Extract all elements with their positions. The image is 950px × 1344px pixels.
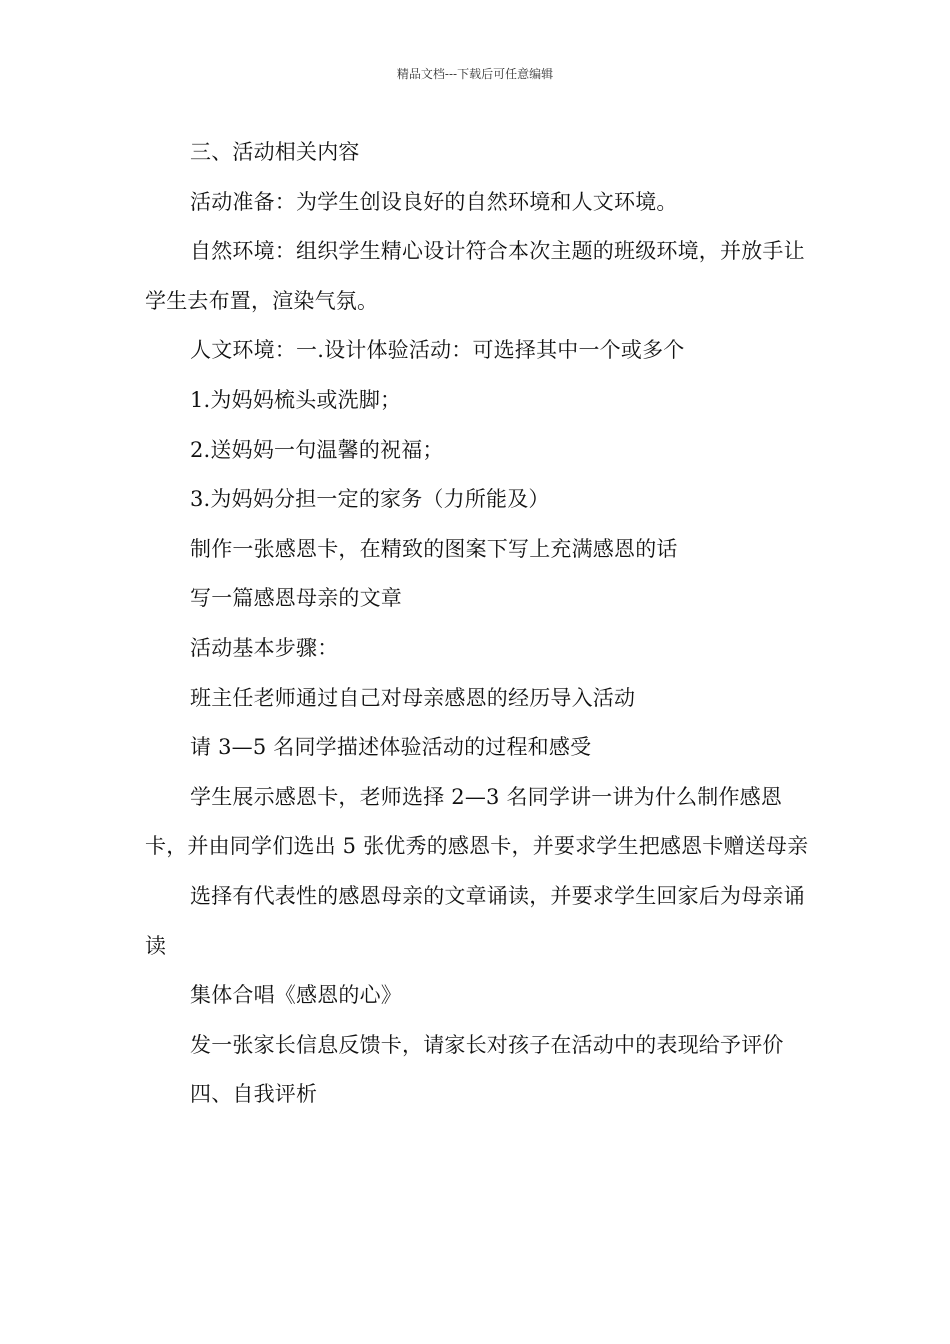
page-header: 精品文档---下载后可任意编辑 xyxy=(396,67,554,81)
document-body xyxy=(145,128,810,1120)
paragraph-humanistic-environment: 人文环境：一.设计体验活动：可选择其中一个或多个 xyxy=(190,338,685,363)
list-item-comb-hair: 1.为妈妈梳头或洗脚； xyxy=(190,387,402,412)
section-heading-activity-content: 三、活动相关内容 xyxy=(190,140,360,164)
paragraph-natural-environment: 自然环境：组织学生精心设计符合本次主题的班级环境，并放手让学生去布置，渲染气氛。 xyxy=(145,239,805,313)
section-heading-self-evaluation: 四、自我评析 xyxy=(190,1082,318,1107)
paragraph-teacher-intro: 班主任老师通过自己对母亲感恩的经历导入活动 xyxy=(190,685,636,710)
paragraph-feedback-card: 发一张家长信息反馈卡，请家长对孩子在活动中的表现给予评价 xyxy=(190,1032,784,1057)
paragraph-basic-steps: 活动基本步骤： xyxy=(190,635,339,660)
paragraph-show-cards: 学生展示感恩卡，老师选择 2—3 名同学讲一讲为什么制作感恩卡，并由同学们选出 5 张优秀的感恩卡，并要求学生把感恩卡赠送母亲 xyxy=(145,784,809,859)
paragraph-sing-song: 集体合唱《感恩的心》 xyxy=(190,983,402,1008)
list-item-blessing: 2.送妈妈一句温馨的祝福； xyxy=(190,437,444,462)
paragraph-read-article: 选择有代表性的感恩母亲的文章诵读，并要求学生回家后为母亲诵读 xyxy=(145,883,805,958)
paragraph-students-describe: 请 3—5 名同学描述体验活动的过程和感受 xyxy=(190,735,592,760)
list-item-housework: 3.为妈妈分担一定的家务（力所能及） xyxy=(190,487,550,512)
paragraph-activity-preparation: 活动准备：为学生创设良好的自然环境和人文环境。 xyxy=(190,189,678,214)
paragraph-write-article: 写一篇感恩母亲的文章 xyxy=(190,586,402,611)
paragraph-gratitude-card: 制作一张感恩卡，在精致的图案下写上充满感恩的话 xyxy=(190,536,678,561)
